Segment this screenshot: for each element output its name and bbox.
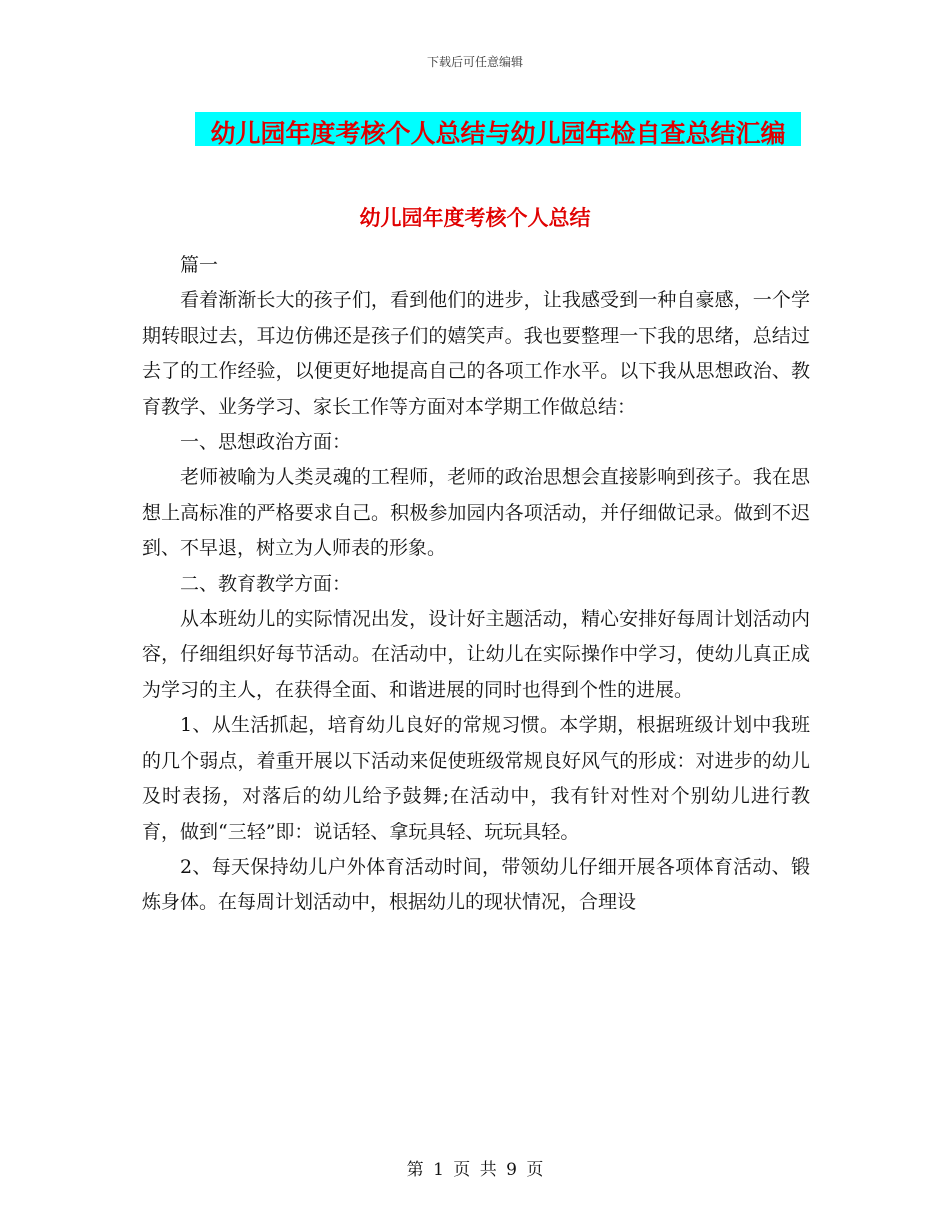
paragraph: 看着渐渐长大的孩子们，看到他们的进步，让我感受到一种自豪感，一个学期转眼过去，耳边仿佛还是孩子们的嬉笑声。我也要整理一下我的思绪，总结过去了的工作经验，以便更好地提高自己的各项工作水平。以下我从思想政治、教育教学、业务学习、家长工作等方面对本学期工作做总结： xyxy=(142,289,810,418)
paragraph: 1、从生活抓起，培育幼儿良好的常规习惯。本学期，根据班级计划中我班的几个弱点，着重开展以下活动来促使班级常规良好风气的形成：对进步的幼儿及时表扬，对落后的幼儿给予鼓舞;在活动中，我有针对性对个别幼儿进行教育，做到“三轻”即：说话轻、拿玩具轻、玩玩具轻。 xyxy=(142,714,810,843)
section-title: 幼儿园年度考核个人总结 xyxy=(359,206,591,230)
page-number: 第 1 页 共 9 页 xyxy=(406,1160,544,1180)
paragraph: 二、教育教学方面： xyxy=(180,572,352,595)
paragraph: 篇一 xyxy=(180,254,219,276)
header-note: 下载后可任意编辑 xyxy=(426,55,523,69)
document-title: 幼儿园年度考核个人总结与幼儿园年检自查总结汇编 xyxy=(210,119,786,148)
paragraph: 2、每天保持幼儿户外体育活动时间，带领幼儿仔细开展各项体育活动、锻炼身体。在每周计划活动中，根据幼儿的现状情况，合理设 xyxy=(142,855,810,914)
paragraph: 从本班幼儿的实际情况出发，设计好主题活动，精心安排好每周计划活动内容，仔细组织好每节活动。在活动中，让幼儿在实际操作中学习，使幼儿真正成为学习的主人，在获得全面、和谐进展的同时也得到个性的进展。 xyxy=(142,608,810,701)
paragraph: 一、思想政治方面： xyxy=(180,431,352,454)
document-body xyxy=(142,248,810,921)
paragraph: 老师被喻为人类灵魂的工程师，老师的政治思想会直接影响到孩子。我在思想上高标准的严格要求自己。积极参加园内各项活动，并仔细做记录。做到不迟到、不早退，树立为人师表的形象。 xyxy=(142,466,810,560)
